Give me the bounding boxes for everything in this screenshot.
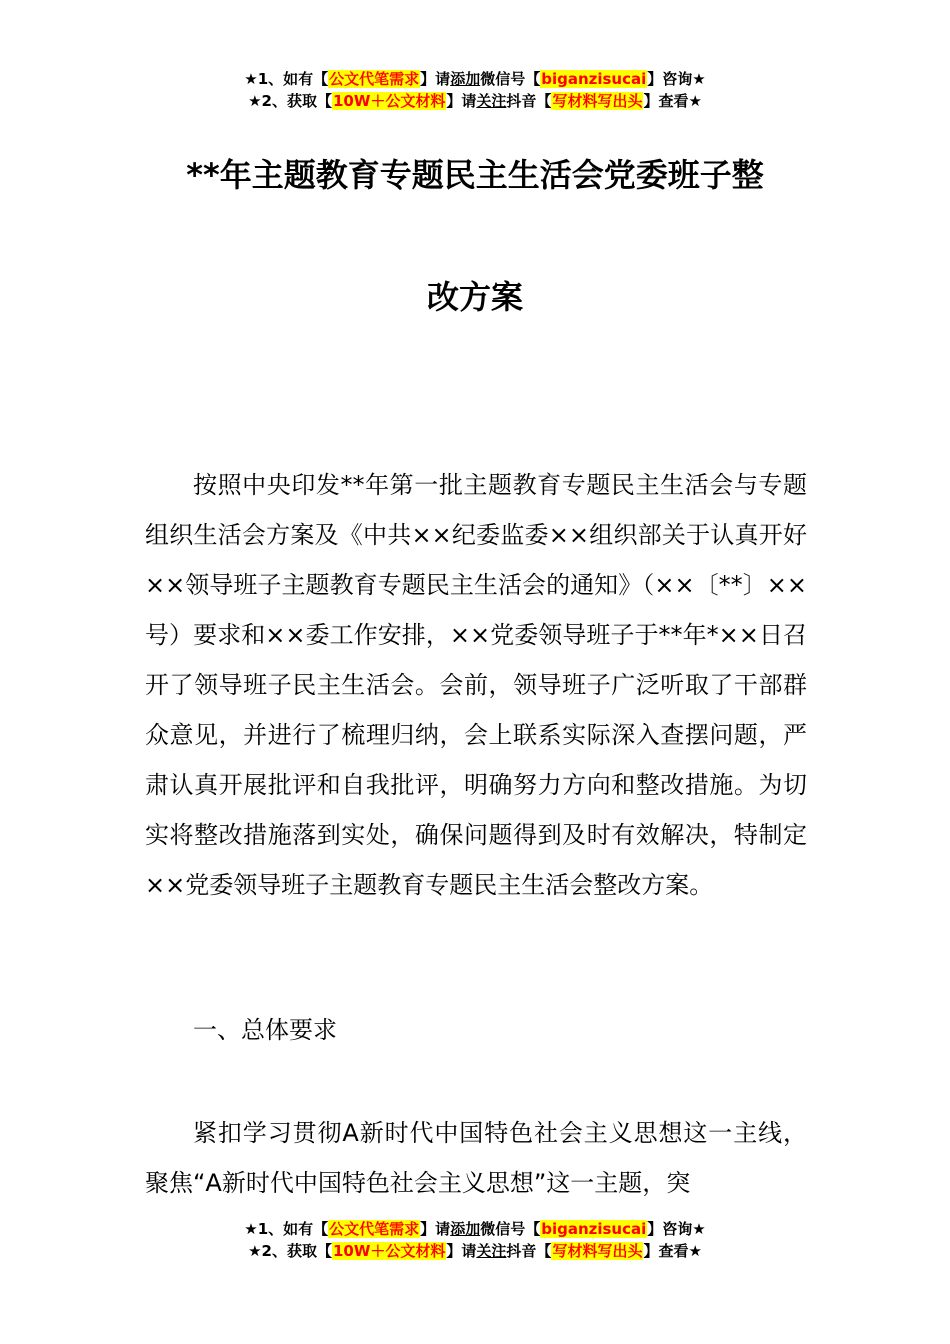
banner-line-1: [0, 1218, 950, 1240]
header-banner: [0, 68, 950, 112]
banner-line-1: [0, 68, 950, 90]
banner-text: ★2、获取【: [248, 1242, 332, 1260]
banner-text: 微信号【: [480, 70, 541, 88]
banner-underline: 关注: [476, 92, 507, 110]
banner-text: 抖音【: [506, 92, 552, 110]
body-paragraph-1: 按照中央印发**年第一批主题教育专题民主生活会与专题组织生活会方案及《中共××纪委监委××组织部关于认真开好××领导班子主题教育专题民主生活会的通知》（××〔**〕××号）要求和××委工作安排，××党委领导班子于**年*××日召开了领导班子民主生活会。会前，领导班子广泛听取了干部群众意见，并进行了梳理归纳，会上联系实际深入查摆问题，严肃认真开展批评和自我批评，明确努力方向和整改措施。为切实将整改措施落到实处，确保问题得到及时有效解决，特制定××党委领导班子主题教育专题民主生活会整改方案。: [145, 471, 807, 899]
banner-text: 】请: [420, 1220, 451, 1238]
banner-underline: 关注: [476, 1242, 507, 1260]
banner-line-2: [0, 90, 950, 112]
document-title-line-2: 改方案: [426, 278, 523, 316]
banner-text: 】请: [446, 92, 477, 110]
document-title-line-1: **年主题教育专题民主生活会党委班子整: [186, 156, 764, 194]
banner-text: 】查看★: [643, 92, 702, 110]
banner-text: 抖音【: [506, 1242, 552, 1260]
banner-highlight: 写材料写出头: [552, 1242, 643, 1260]
banner-text: 微信号【: [480, 1220, 541, 1238]
banner-highlight: 10W＋公文材料: [332, 1242, 446, 1260]
banner-text: 】查看★: [643, 1242, 702, 1260]
banner-text: 】请: [446, 1242, 477, 1260]
banner-text: ★1、如有【: [244, 70, 329, 88]
body-paragraph-2: 紧扣学习贯彻A新时代中国特色社会主义思想这一主线，聚焦“A新时代中国特色社会主义思想”这一主题，突: [145, 1119, 807, 1197]
footer-banner: [0, 1218, 950, 1262]
banner-text: 】咨询★: [647, 70, 706, 88]
banner-highlight: 公文代笔需求: [329, 70, 420, 88]
banner-highlight: 公文代笔需求: [329, 1220, 420, 1238]
section-heading-1: 一、总体要求: [193, 1016, 337, 1044]
banner-line-2: [0, 1240, 950, 1262]
banner-text: 】咨询★: [647, 1220, 706, 1238]
banner-text: ★1、如有【: [244, 1220, 329, 1238]
banner-underline: 添加: [450, 1220, 481, 1238]
banner-highlight: 写材料写出头: [552, 92, 643, 110]
banner-underline: 添加: [450, 70, 481, 88]
banner-text: 】请: [420, 70, 451, 88]
banner-text: ★2、获取【: [248, 92, 332, 110]
banner-highlight: biganzisucai: [541, 70, 647, 88]
banner-highlight: biganzisucai: [541, 1220, 647, 1238]
banner-highlight: 10W＋公文材料: [332, 92, 446, 110]
